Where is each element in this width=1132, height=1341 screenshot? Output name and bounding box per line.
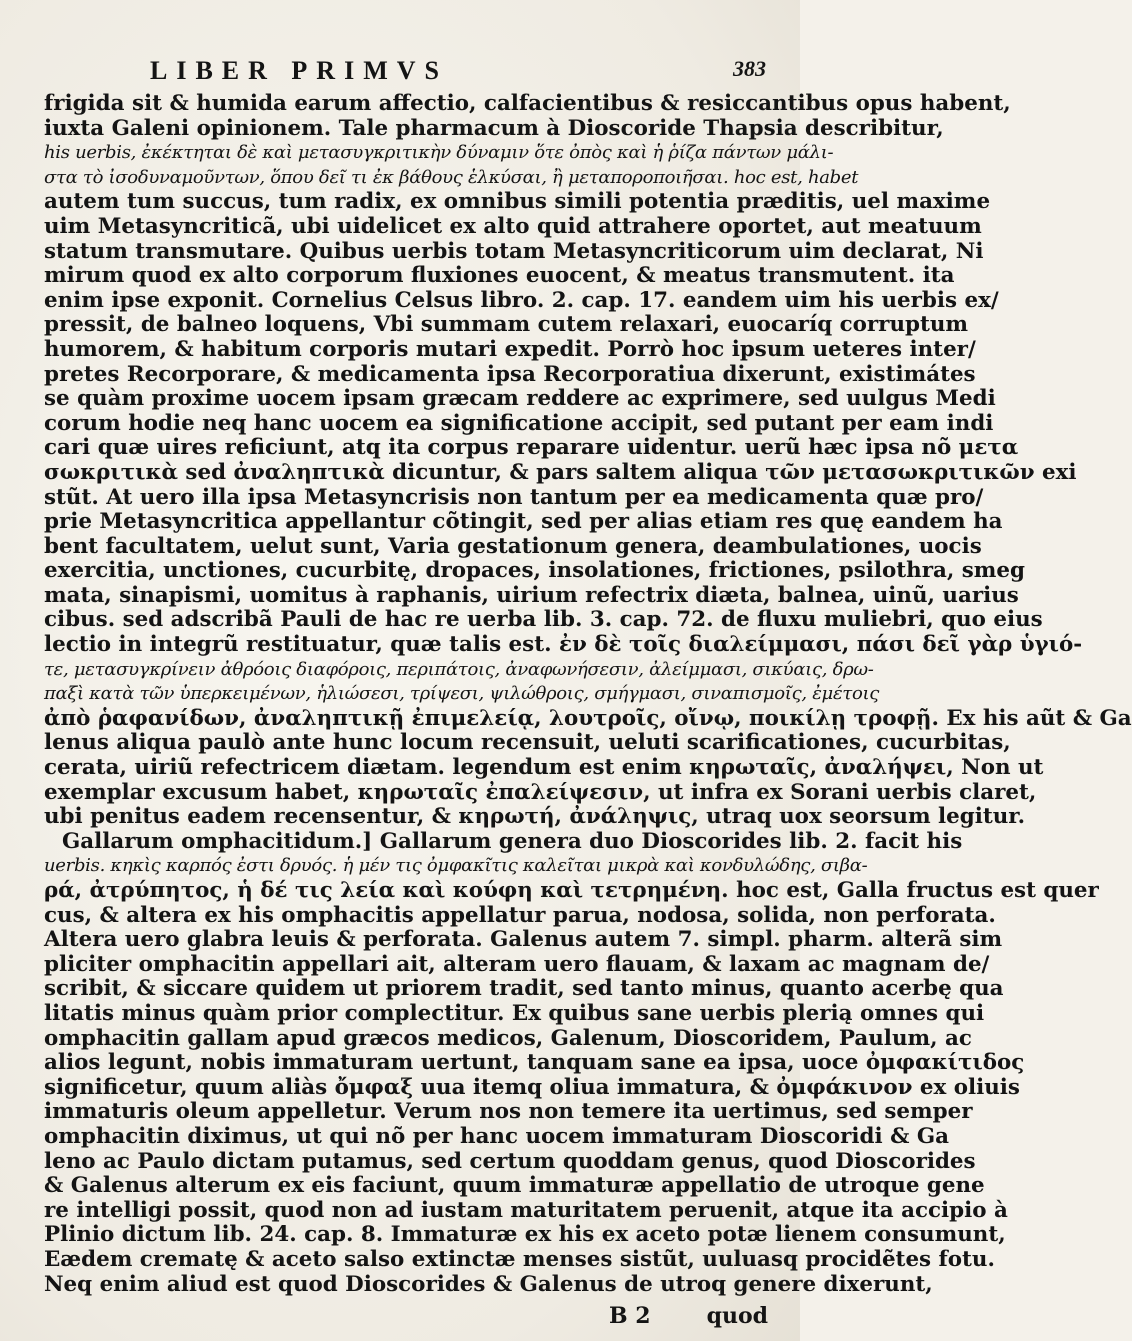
text-line: Gallarum omphacitidum.] Gallarum genera duo Dioscorides lib. 2. facit his <box>62 828 963 854</box>
text-line: alios legunt, nobis immaturam uertunt, tanquam sane ea ipsa, uoce ὀμφακίτιδος <box>44 1050 1025 1076</box>
running-head <box>150 56 766 86</box>
text-line: cus, & altera ex his omphacitis appellatur parua, nodosa, solida, non perforata. <box>44 902 996 928</box>
text-line: παξὶ κατὰ τῶν ὑπερκειμένων, ἡλιώσεσι, τρίψεσι, ψιλώθροις, σμήγμασι, σιναπισμοῖς, ἐμέτοις <box>44 683 880 705</box>
text-line: lectio in integrũ restituatur, quæ talis est. ἐν δὲ τοῖς διαλείμμασι, πάσι δεῖ γὰρ ὑγιό- <box>44 632 1083 658</box>
text-line: se quàm proxime uocem ipsam græcam reddere ac exprimere, sed uulgus Medi <box>44 386 996 412</box>
page-footer <box>44 1303 768 1331</box>
text-line: stũt. At uero illa ipsa Metasyncrisis non tantum per ea medicamenta quæ pro/ <box>44 484 984 510</box>
running-title: LIBER PRIMVS <box>150 56 448 85</box>
text-line: Plinio dictum lib. 24. cap. 8. Immaturæ ex his ex aceto potæ lienem consumunt, <box>44 1222 1006 1248</box>
text-line: pliciter omphacitin appellari ait, alteram uero flauam, & laxam ac magnam de/ <box>44 951 990 977</box>
text-line: prie Metasyncritica appellantur cõtingit, sed per alias etiam res quę eandem ha <box>44 509 1003 535</box>
text-line: humorem, & habitum corporis mutari expedit. Porrò hoc ipsum ueteres inter/ <box>44 336 976 362</box>
text-line: uim Metasyncriticã, ubi uidelicet ex alto quid attrahere oportet, aut meatuum <box>44 213 982 239</box>
text-line: lenus aliqua paulò ante hunc locum recensuit, ueluti scarificationes, cucurbitas, <box>44 730 1011 756</box>
text-line: re intelligi possit, quod non ad iustam maturitatem peruenit, atque ita accipio à <box>44 1197 1008 1223</box>
text-line: immaturis oleum appelletur. Verum nos non temere ita uertimus, sed semper <box>44 1099 973 1125</box>
text-line: scribit, & siccare quidem ut priorem tradit, sed tanto minus, quanto acerbę qua <box>44 976 1004 1002</box>
text-line: significetur, quum aliàs ὄμφαξ uua itemq oliua immatura, & ὀμφάκινον ex oliuis <box>44 1074 1020 1100</box>
body-text <box>44 91 1132 1297</box>
text-line: ubi penitus eadem recensentur, & κηρωτή, ἀνάληψις, utraq uox seorsum legitur. <box>44 804 1026 830</box>
text-line: pressit, de balneo loquens, Vbi summam cutem relaxari, euocaríq corruptum <box>44 312 969 338</box>
text-line: Neq enim aliud est quod Dioscorides & Galenus de utroq genere dixerunt, <box>44 1271 933 1297</box>
text-line: bent facultatem, uelut sunt, Varia gestationum genera, deambulationes, uocis <box>44 533 982 559</box>
text-line: autem tum succus, tum radix, ex omnibus simili potentia præditis, uel maxime <box>44 189 991 215</box>
text-line: ἀπὸ ῥαφανίδων, ἀναληπτικῇ ἐπιμελείᾳ, λουτροῖς, οἴνῳ, ποικίλῃ τροφῇ. Ex his aũt & Ga <box>44 705 1132 731</box>
text-line: uerbis. κηκὶς καρπός ἐστι δρυός. ἡ μέν τις ὀμφακῖτις καλεῖται μικρὰ καὶ κονδυλώδης, σιβα- <box>44 855 868 877</box>
text-line: iuxta Galeni opinionem. Tale pharmacum à Dioscoride Thapsia describitur, <box>44 115 944 141</box>
text-line: omphacitin gallam apud græcos medicos, Galenum, Dioscoridem, Paulum, ac <box>44 1025 972 1051</box>
text-line: cibus. sed adscribã Pauli de hac re uerba lib. 3. cap. 72. de fluxu muliebri, quo eius <box>44 607 1043 633</box>
text-line: litatis minus quàm prior complectitur. Ex quibus sane uerbis plerią omnes qui <box>44 1000 985 1026</box>
text-line: leno ac Paulo dictam putamus, sed certum quoddam genus, quod Dioscorides <box>44 1148 976 1174</box>
text-line: exemplar excusum habet, κηρωταῖς ἐπαλείψεσιν, ut infra ex Sorani uerbis claret, <box>44 779 1037 805</box>
text-line: exercitia, unctiones, cucurbitę, dropaces, insolationes, frictiones, psilothra, smeg <box>44 558 1025 584</box>
text-line: statum transmutare. Quibus uerbis totam Metasyncriticorum uim declarat, Ni <box>44 238 984 264</box>
page-number: 383 <box>733 56 766 81</box>
text-line: & Galenus alterum ex eis faciunt, quum immaturæ appellatio de utroque gene <box>44 1173 985 1199</box>
text-line: cerata, uiriũ refectricem diætam. legendum est enim κηρωταῖς, ἀναλήψει, Non ut <box>44 755 1044 781</box>
text-line: σωκριτικὰ sed ἀναληπτικὰ dicuntur, & pars saltem aliqua τῶν μετασωκριτικῶν exi <box>44 459 1077 485</box>
text-line: pretes Recorporare, & medicamenta ipsa Recorporatiua dixerunt, existimátes <box>44 361 976 387</box>
text-line: τε, μετασυγκρίνειν ἀθρόοις διαφόροις, περιπάτοις, ἀναφωνήσεσιν, ἀλείμμασι, σικύαις, δρω- <box>44 658 874 680</box>
text-line: mirum quod ex alto corporum fluxiones euocent, & meatus transmutent. ita <box>44 263 955 289</box>
text-line: cari quæ uires reficiunt, atq ita corpus reparare uidentur. uerũ hæc ipsa nõ μετα <box>44 435 1019 461</box>
text-line: corum hodie neq hanc uocem ea significatione accipit, sed putant per eam indi <box>44 410 994 436</box>
text-line: omphacitin diximus, ut qui nõ per hanc uocem immaturam Dioscoridi & Ga <box>44 1123 949 1149</box>
text-line: enim ipse exponit. Cornelius Celsus libro. 2. cap. 17. eandem uim his uerbis ex/ <box>44 287 999 313</box>
text-line: mata, sinapismi, uomitus à raphanis, uirium refectrix diæta, balnea, uinũ, uarius <box>44 582 1019 608</box>
text-line: his uerbis, ἐκέκτηται δὲ καὶ μετασυγκριτικὴν δύναμιν ὅτε ὀπὸς καὶ ἡ ῥίζα πάντων μάλι- <box>44 142 834 164</box>
text-line: ρά, ἀτρύπητος, ἡ δέ τις λεία καὶ κούφη καὶ τετρημένη. hoc est, Galla fructus est quer <box>44 878 1099 903</box>
signature-mark: B 2 <box>609 1303 651 1329</box>
text-line: Altera uero glabra leuis & perforata. Galenus autem 7. simpl. pharm. alterã sim <box>44 927 1003 953</box>
text-line: Eædem crematę & aceto salso extinctæ menses sistũt, uuluasq procidẽtes fotu. <box>44 1246 995 1272</box>
text-line: frigida sit & humida earum affectio, calfacientibus & resiccantibus opus habent, <box>44 91 1011 116</box>
catchword: quod <box>706 1303 768 1329</box>
text-line: στα τὸ ἰσοδυναμοῦντων, ὅπου δεῖ τι ἐκ βάθους ἑλκύσαι, ἢ μεταποροποιῆσαι. hoc est, habet <box>44 166 859 188</box>
